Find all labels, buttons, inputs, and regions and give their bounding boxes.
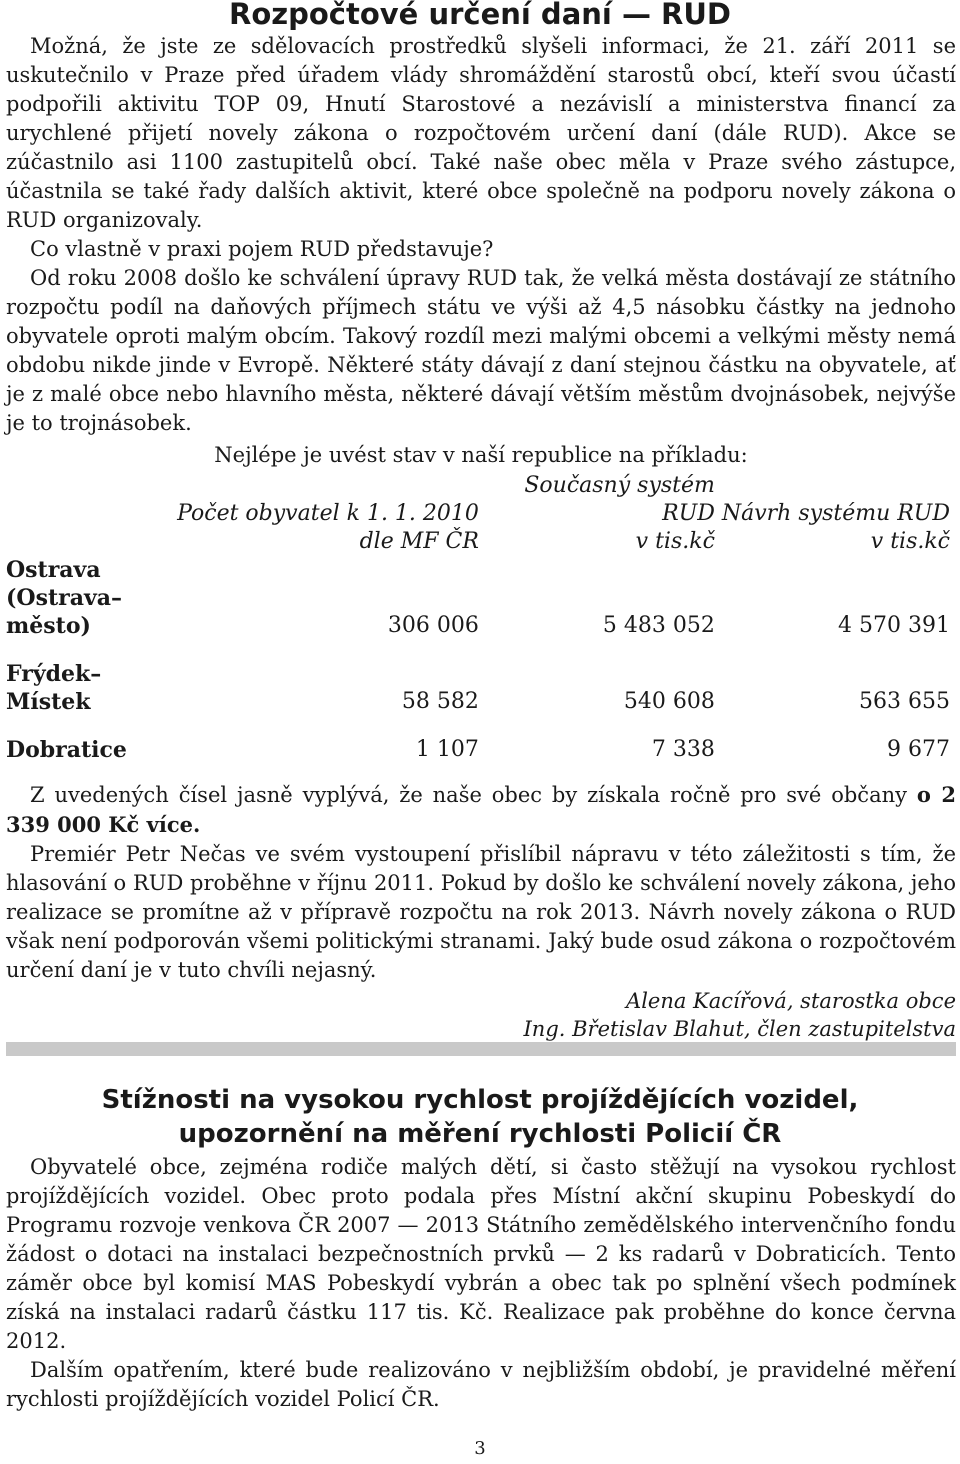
proposed-rud-cell: 4 570 391 — [838, 613, 950, 638]
paragraph: Premiér Petr Nečas ve svém vystoupení přislíbil nápravu v této záležitosti s tím, že hlasování o RUD proběhne v říjnu 2011. Pokud by došlo ke schválení novely zákona, jeho realizace se promítne až v přípravě rozpočtu na rok 2013. Návrh novely zákona o RUD však není podporován všemi politickými stranami. Jaký bude osud zákona o rozpočtovém určení daní je v tuto chvíli nejasný. — [6, 842, 956, 982]
column-header-line: v tis.kč — [870, 529, 950, 554]
column-header-line: Návrh systému RUD — [721, 501, 950, 526]
article-title-speed — [0, 1083, 960, 1151]
population-cell: 1 107 — [415, 737, 479, 762]
column-header-line: v tis.kč — [635, 529, 715, 554]
column-header-line: Počet obyvatel k 1. 1. 2010 — [177, 501, 479, 526]
city-name-line: (Ostrava–město) — [6, 585, 123, 639]
conclusion-amount: o 2 339 000 Kč více. — [6, 782, 956, 837]
column-header-line: Současný systém RUD — [524, 473, 715, 526]
rud-comparison-table — [6, 472, 950, 764]
signature-mayor: Alena Kacířová, starostka obce — [626, 989, 956, 1013]
city-name: Dobratice — [6, 737, 127, 763]
article-title-rud: Rozpočtové určení daní — RUD — [228, 0, 731, 31]
table-intro: Nejlépe je uvést stav v naší republice na příkladu: — [214, 443, 748, 467]
title-line: upozornění na měření rychlosti Policií ČR — [178, 1119, 782, 1149]
column-header-population — [177, 472, 479, 556]
paragraph: Od roku 2008 došlo ke schválení úpravy RUD tak, že velká města dostávají ze státního rozpočtu podíl na daňových příjmech státu ve výši až 4,5 násobku částky na jednoho obyvatele oproti malým obcím. Takový rozdíl mezi malými obcemi a velkými městy nemá obdobu nikde jinde v Evropě. Některé státy dávají z daní stejnou částku na obyvatele, ať je z malé obce nebo hlavního města, některé dávají větším městům dvojnásobek, nejvýše je to trojnásobek. — [6, 266, 956, 435]
paragraph: Možná, že jste ze sdělovacích prostředků slyšeli informaci, že 21. září 2011 se uskutečnilo v Praze před úřadem vlády shromáždění starostů obcí, kteří svou účastí podpořili aktivitu TOP 09, Hnutí Starostové a nezávislí a ministerstva financí za urychlené přijetí novely zákona o rozpočtovém určení daní (dále RUD). Akce se zúčastnilo asi 1100 zastupitelů obcí. Také naše obec měla v Praze svého zástupce, účastnila se také řady dalších aktivit, které obce společně na podporu novely zákona o RUD organizovaly. — [6, 34, 956, 232]
article-rud — [6, 32, 956, 1043]
population-cell: 58 582 — [401, 689, 479, 714]
paragraph: Dalším opatřením, které bude realizováno v nejbližším období, je pravidelné měření rychlosti projíždějících vozidel Policí ČR. — [6, 1358, 956, 1411]
current-rud-cell: 540 608 — [623, 689, 715, 714]
population-cell: 306 006 — [387, 613, 479, 638]
table-header-row — [6, 472, 950, 556]
proposed-rud-cell: 9 677 — [887, 737, 950, 762]
city-name-line: Ostrava — [6, 557, 101, 583]
paragraph: Obyvatelé obce, zejména rodiče malých dětí, si často stěžují na vysokou rychlost projíždějících vozidel. Obec proto podala přes Místní akční skupinu Pobeskydí do Programu rozvoje venkova ČR 2007 — 2013 Státního zemědělského intervenčního fondu žádost o dotaci na instalaci bezpečnostních prvků — 2 ks radarů v Dobraticích. Tento záměr obce byl komisí MAS Pobeskydí vybrán a obec tak po splnění všech podmínek získá na instalaci radarů částku 117 tis. Kč. Realizace pak proběhne do konce června 2012. — [6, 1155, 956, 1353]
table-row — [6, 736, 950, 764]
column-header-current — [479, 472, 715, 556]
table-row — [6, 660, 950, 716]
column-header-proposed — [715, 472, 950, 556]
signature-councillor: Ing. Břetislav Blahut, člen zastupitelstva — [523, 1017, 956, 1041]
current-rud-cell: 7 338 — [651, 737, 715, 762]
table-row — [6, 556, 950, 640]
proposed-rud-cell: 563 655 — [859, 689, 950, 714]
current-rud-cell: 5 483 052 — [602, 613, 715, 638]
city-name — [6, 556, 177, 640]
article-speed — [6, 1153, 956, 1414]
section-divider — [6, 1042, 956, 1056]
city-name: Frýdek–Místek — [6, 661, 102, 715]
column-header-line: dle MF ČR — [359, 529, 479, 554]
conclusion-text: Z uvedených čísel jasně vyplývá, že naše obec by získala ročně pro své občany — [30, 783, 917, 807]
paragraph-question: Co vlastně v praxi pojem RUD představuje? — [30, 237, 494, 261]
paragraph-conclusion — [6, 780, 956, 840]
title-line: Stížnosti na vysokou rychlost projíždějících vozidel, — [101, 1085, 859, 1115]
page-number: 3 — [474, 1438, 486, 1459]
